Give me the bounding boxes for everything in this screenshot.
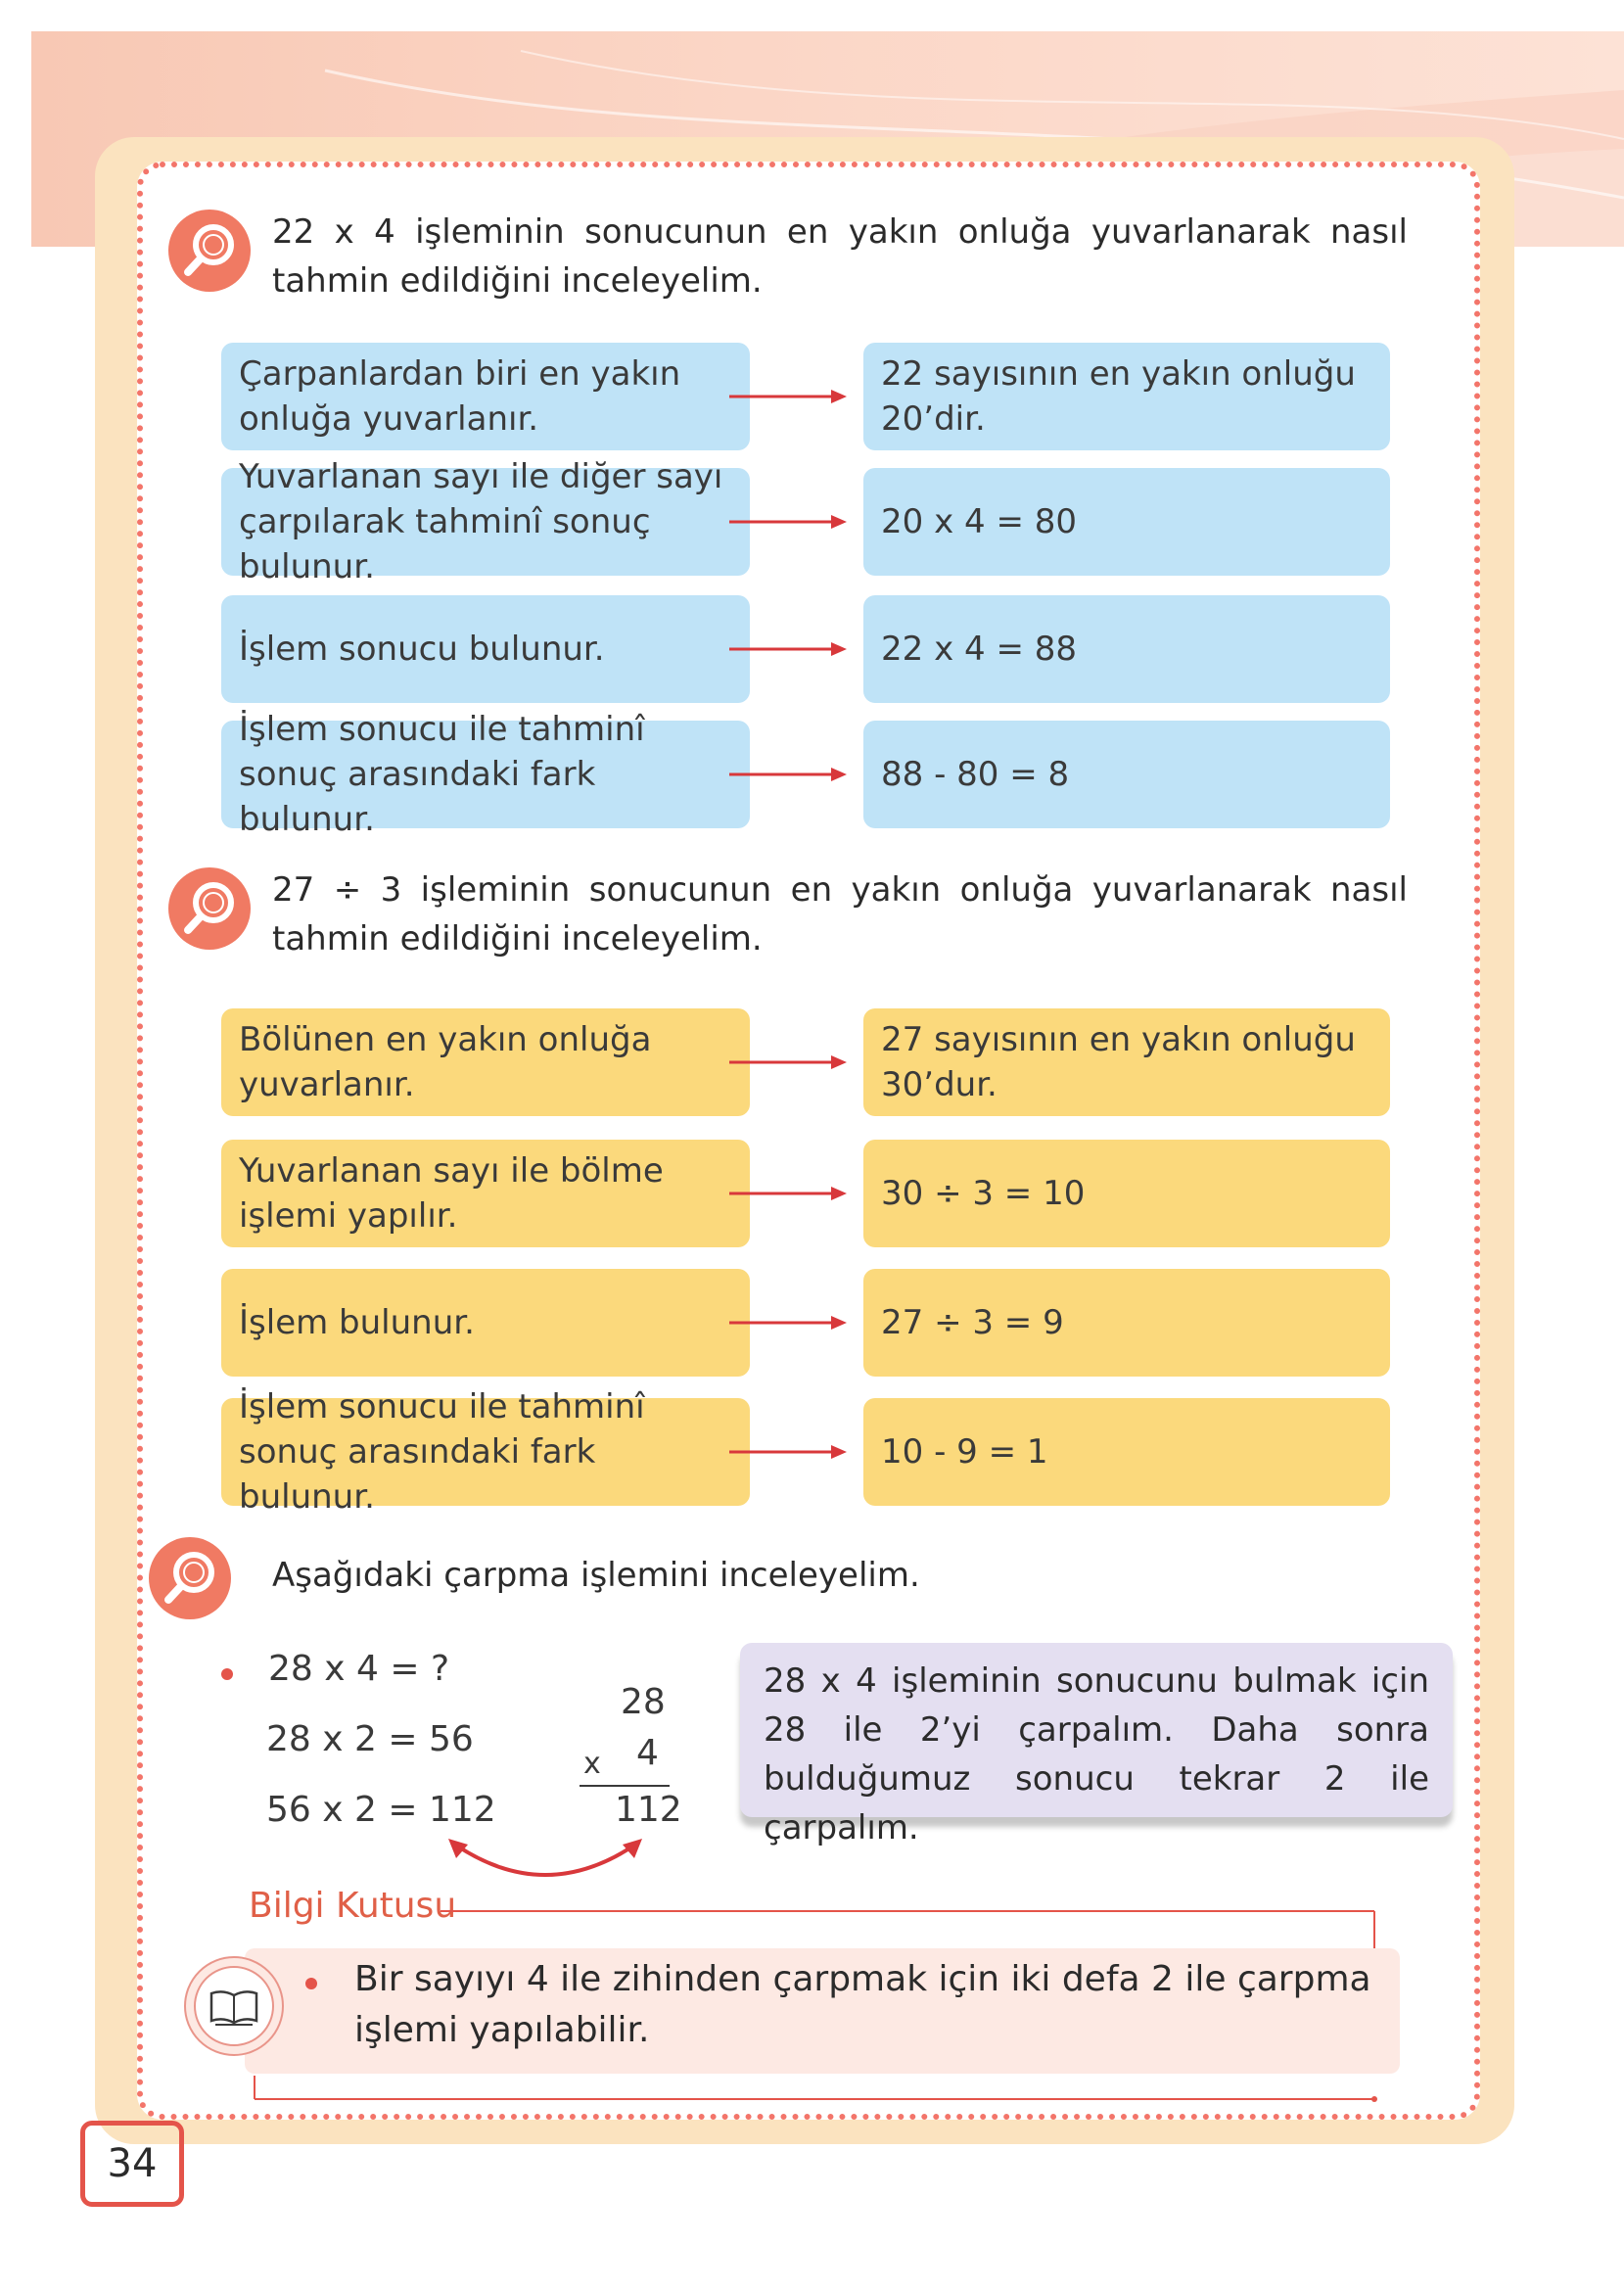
arrow-right-icon <box>729 1184 847 1203</box>
page-number: 34 <box>80 2121 184 2207</box>
section1-result-3: 22 x 4 = 88 <box>863 595 1390 703</box>
section2-result-1: 27 sayısının en yakın onluğu 30’dur. <box>863 1008 1390 1116</box>
info-box-text: Bir sayıyı 4 ile zihinden çarpmak için iki defa 2 ile çarpma işlemi yapılabilir. <box>354 1959 1371 2050</box>
arrow-right-icon <box>729 1313 847 1333</box>
curved-double-arrow-icon <box>442 1833 648 1895</box>
mult-step-1: 28 x 4 = ? <box>268 1649 450 1689</box>
section2-result-4: 10 - 9 = 1 <box>863 1398 1390 1506</box>
column-divider-line <box>580 1784 670 1788</box>
arrow-right-icon <box>729 512 847 532</box>
section2-result-2: 30 ÷ 3 = 10 <box>863 1140 1390 1247</box>
column-bottom-number: 4 <box>636 1733 659 1773</box>
arrow-right-icon <box>729 387 847 406</box>
section1-step-1: Çarpanlardan biri en yakın onluğa yuvarlanır. <box>221 343 750 450</box>
section1-intro: 22 x 4 işleminin sonucunun en yakın onluğa yuvarlanarak nasıl tahmin edildiğini inceleyelim. <box>272 212 1408 301</box>
section2-step-1: Bölünen en yakın onluğa yuvarlanır. <box>221 1008 750 1116</box>
section1-step-4: İşlem sonucu ile tahminî sonuç arasındaki fark bulunur. <box>221 721 750 828</box>
mult-step-2: 28 x 2 = 56 <box>266 1719 474 1759</box>
section1-step-3: İşlem sonucu bulunur. <box>221 595 750 703</box>
column-result: 112 <box>615 1790 682 1830</box>
mult-step-3: 56 x 2 = 112 <box>266 1790 496 1830</box>
column-top-number: 28 <box>621 1682 666 1722</box>
magnifier-icon <box>166 208 253 294</box>
column-multiply-sign: x <box>583 1747 601 1781</box>
bullet-dot <box>221 1668 233 1680</box>
magnifier-icon <box>166 865 253 952</box>
section1-result-2: 20 x 4 = 80 <box>863 468 1390 576</box>
section2-step-4: İşlem sonucu ile tahminî sonuç arasındaki fark bulunur. <box>221 1398 750 1506</box>
section2-result-3: 27 ÷ 3 = 9 <box>863 1269 1390 1377</box>
section1-step-2: Yuvarlanan sayı ile diğer sayı çarpılarak tahminî sonuç bulunur. <box>221 468 750 576</box>
section1-result-4: 88 - 80 = 8 <box>863 721 1390 828</box>
info-box-title: Bilgi Kutusu <box>249 1886 457 1926</box>
bullet-dot <box>305 1978 317 1989</box>
arrow-right-icon <box>729 765 847 784</box>
book-icon <box>182 1954 286 2058</box>
magnifier-icon <box>147 1535 233 1621</box>
section2-step-2: Yuvarlanan sayı ile bölme işlemi yapılır. <box>221 1140 750 1247</box>
section2-intro: 27 ÷ 3 işleminin sonucunun en yakın onluğa yuvarlanarak nasıl tahmin edildiğini inceleyelim. <box>272 870 1408 958</box>
section3-intro: Aşağıdaki çarpma işlemini inceleyelim. <box>272 1556 920 1595</box>
section2-step-3: İşlem bulunur. <box>221 1269 750 1377</box>
arrow-right-icon <box>729 1052 847 1072</box>
explanation-box: 28 x 4 işleminin sonucunu bulmak için 28 ile 2’yi çarpalım. Daha sonra bulduğumuz sonucu tekrar 2 ile çarpalım. <box>740 1643 1453 1817</box>
arrow-right-icon <box>729 639 847 659</box>
arrow-right-icon <box>729 1442 847 1462</box>
section1-result-1: 22 sayısının en yakın onluğu 20’dir. <box>863 343 1390 450</box>
